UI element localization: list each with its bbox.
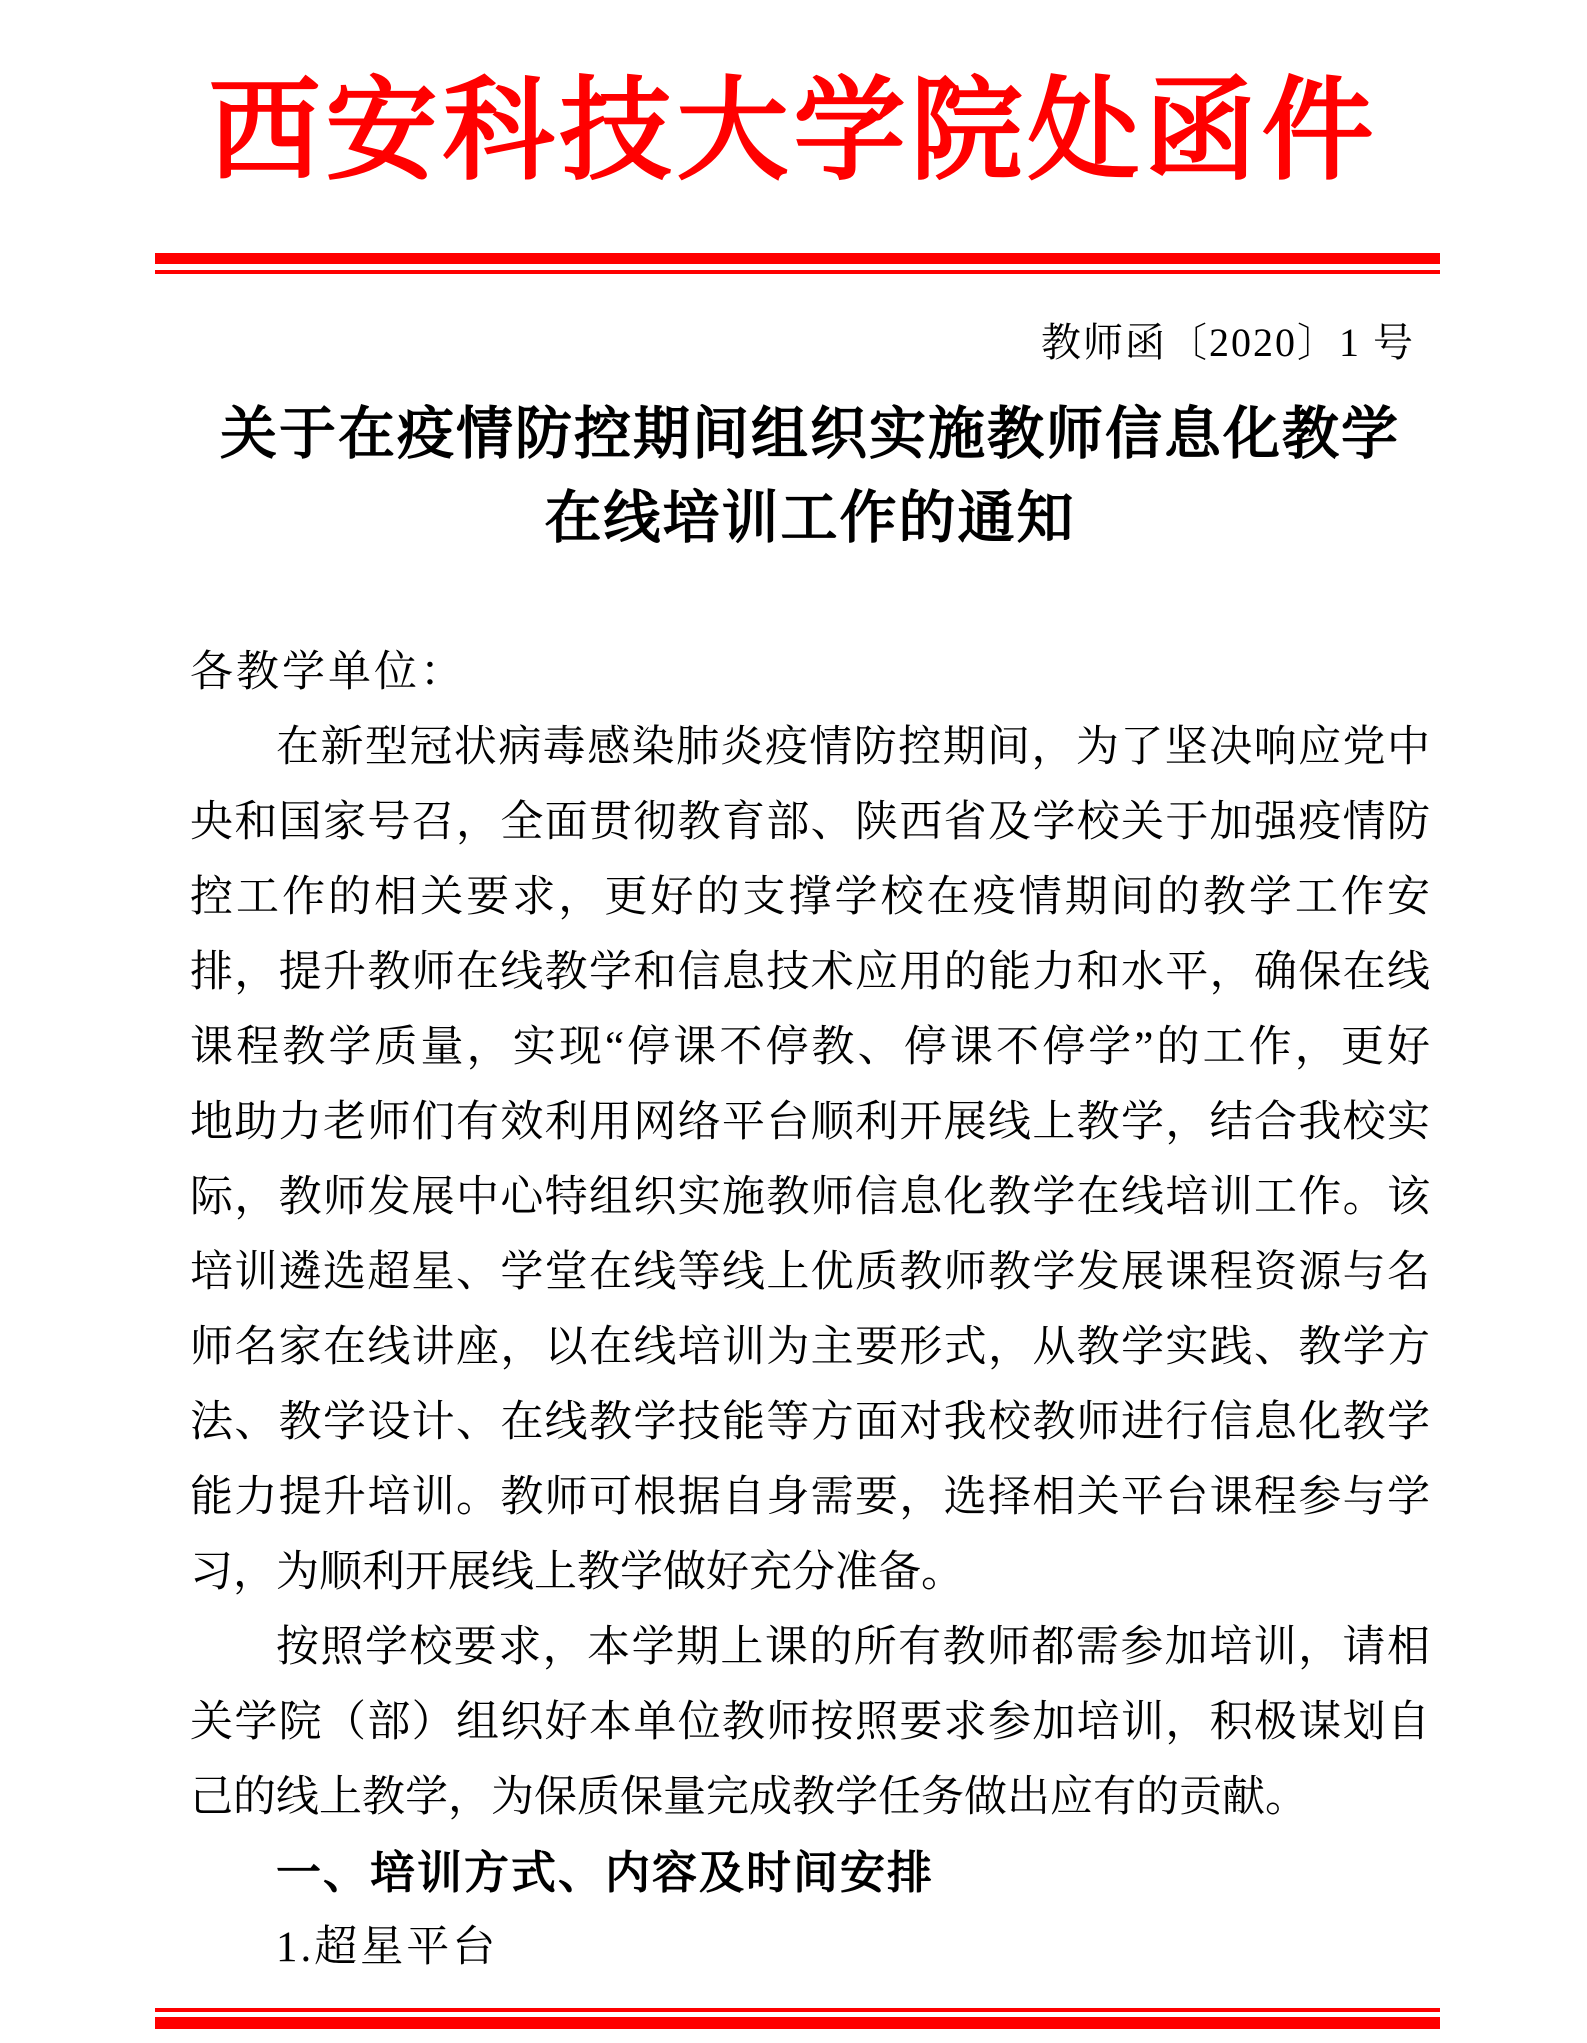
body-line: 央和国家号召，全面贯彻教育部、陕西省及学校关于加强疫情防 (190, 799, 1430, 846)
body-line: 课程教学质量，实现“停课不停教、停课不停学”的工作，更好 (190, 1024, 1430, 1071)
subject-title (190, 392, 1430, 560)
body-line: 在新型冠状病毒感染肺炎疫情防控期间，为了坚决响应党中 (276, 724, 1430, 771)
body-line: 师名家在线讲座，以在线培训为主要形式，从教学实践、教学方 (190, 1324, 1430, 1371)
list-item-chaoxing-platform: 1.超星平台 (276, 1924, 499, 1971)
header-divider-thin-line (155, 270, 1440, 274)
text-column (190, 318, 1430, 1985)
body-line: 排，提升教师在线教学和信息技术应用的能力和水平，确保在线 (190, 949, 1430, 996)
body-line: 地助力老师们有效利用网络平台顺利开展线上教学，结合我校实 (190, 1099, 1430, 1146)
body-line: 法、教学设计、在线教学技能等方面对我校教师进行信息化教学 (190, 1399, 1430, 1446)
header-divider (155, 253, 1440, 274)
letterhead-title: 西安科技大学院处函件 (208, 68, 1379, 193)
header-divider-thick-line (155, 253, 1440, 264)
body-line: 习，为顺利开展线上教学做好充分准备。 (190, 1549, 964, 1596)
body-line: 己的线上教学，为保质保量完成教学任务做出应有的贡献。 (190, 1774, 1308, 1821)
subject-title-line-2: 在线培训工作的通知 (544, 486, 1076, 550)
body-line: 关学院（部）组织好本单位教师按照要求参加培训，积极谋划自 (190, 1699, 1430, 1746)
body-line: 培训遴选超星、学堂在线等线上优质教师教学发展课程资源与名 (190, 1249, 1430, 1296)
body-line: 按照学校要求，本学期上课的所有教师都需参加培训，请相 (276, 1624, 1430, 1671)
body-line: 控工作的相关要求，更好的支撑学校在疫情期间的教学工作安 (190, 874, 1430, 921)
document-body (190, 635, 1430, 1985)
document-number: 教师函〔2020〕1 号 (1041, 320, 1415, 365)
body-line: 能力提升培训。教师可根据自身需要，选择相关平台课程参与学 (190, 1474, 1430, 1521)
subject-title-line-1: 关于在疫情防控期间组织实施教师信息化教学 (220, 402, 1400, 466)
salutation: 各教学单位： (190, 649, 466, 696)
body-line: 际，教师发展中心特组织实施教师信息化教学在线培训工作。该 (190, 1174, 1430, 1221)
footer-divider (155, 2008, 1440, 2029)
body-paragraphs (190, 710, 1430, 1835)
footer-divider-thick-line (155, 2017, 1440, 2029)
section-heading: 一、培训方式、内容及时间安排 (276, 1847, 935, 1898)
